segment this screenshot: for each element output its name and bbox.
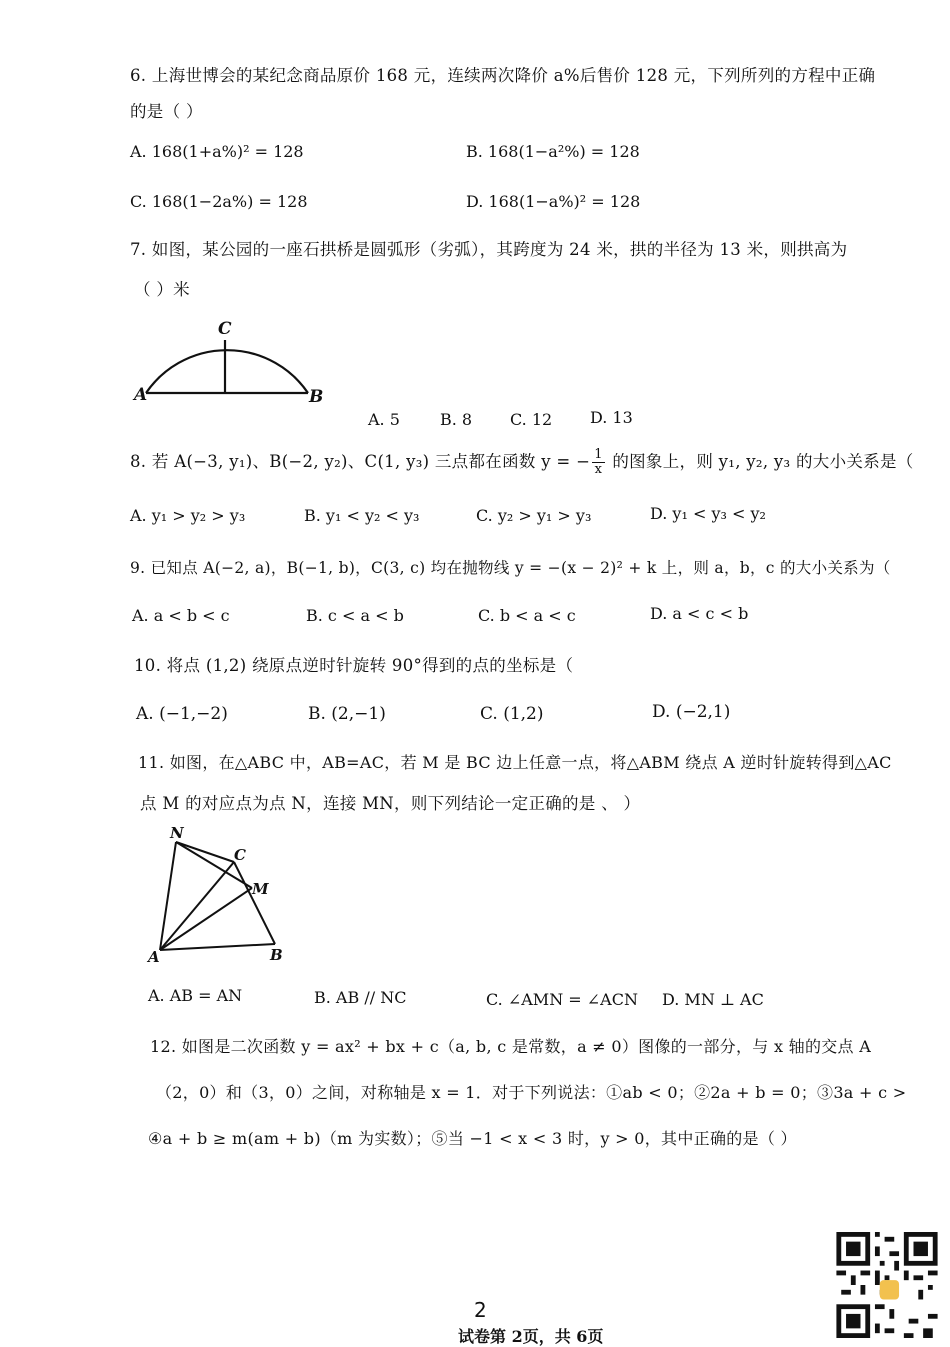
q12-line-1: 12. 如图是二次函数 y = ax² + bx + c（a, b, c 是常数，a ≠ 0）图像的一部分，与 x 轴的交点 A xyxy=(150,1037,872,1056)
q11-option-a: A. AB = AN xyxy=(148,986,243,1005)
q10-option-b: B. (2,−1) xyxy=(308,704,386,724)
qr-code-icon xyxy=(836,1232,938,1338)
page-footer: 试卷第 2页，共 6页 xyxy=(458,1327,604,1346)
q9-option-a: A. a < b < c xyxy=(132,606,230,625)
triangle-figure xyxy=(144,822,294,970)
q9-option-c: C. b < a < c xyxy=(478,606,576,625)
q6-line-2: 的是（ ） xyxy=(130,102,203,121)
page-number: 2 xyxy=(474,1298,487,1322)
q12-line-3: ④a + b ≥ m(am + b)（m 为实数）；⑤当 −1 < x < 3 时，y > 0，其中正确的是（ ） xyxy=(148,1129,797,1148)
label-a: A xyxy=(134,385,148,405)
q7-line-1: 7. 如图，某公园的一座石拱桥是圆弧形（劣弧），其跨度为 24 米，拱的半径为 13 米，则拱高为 xyxy=(130,240,848,259)
q7-line-2: （ ）米 xyxy=(134,280,190,299)
q7-option-a: A. 5 xyxy=(368,410,400,429)
fraction xyxy=(592,448,605,477)
q8-text-after: 的图象上，则 y₁, y₂, y₃ 的大小关系是（ xyxy=(606,452,914,471)
label-c: C xyxy=(218,319,232,339)
arch-arc xyxy=(146,350,308,393)
fraction-denominator: x xyxy=(594,462,603,477)
q7-option-c: C. 12 xyxy=(510,410,553,429)
q6-option-b: B. 168(1−a²%) = 128 xyxy=(466,142,640,161)
q9-option-b: B. c < a < b xyxy=(306,606,404,625)
q8-text-before: 8. 若 A(−3, y₁)、B(−2, y₂)、C(1, y₃) 三点都在函数 y = − xyxy=(130,452,591,471)
q7-option-b: B. 8 xyxy=(440,410,473,429)
label-b: B xyxy=(270,946,283,964)
q8-line-1 xyxy=(130,448,914,477)
q6-option-a: A. 168(1+a%)² = 128 xyxy=(130,142,304,161)
label-m: M xyxy=(252,880,269,898)
q6-option-c: C. 168(1−2a%) = 128 xyxy=(130,192,308,211)
q10-option-c: C. (1,2) xyxy=(480,704,544,724)
fraction-numerator: 1 xyxy=(594,447,603,462)
q11-option-d: D. MN ⊥ AC xyxy=(662,990,764,1009)
q7-option-d: D. 13 xyxy=(590,408,633,427)
q8-option-b: B. y₁ < y₂ < y₃ xyxy=(304,506,420,525)
arch-bridge-figure xyxy=(130,316,330,416)
q9-line-1: 9. 已知点 A(−2, a)，B(−1, b)，C(3, c) 均在抛物线 y = −(x − 2)² + k 上，则 a，b，c 的大小关系为（ xyxy=(130,559,891,577)
q6-line-1: 6. 上海世博会的某纪念商品原价 168 元，连续两次降价 a%后售价 128 元，下列所列的方程中正确 xyxy=(130,66,876,85)
q10-option-d: D. (−2,1) xyxy=(652,702,731,722)
q10-option-a: A. (−1,−2) xyxy=(136,704,228,724)
label-b: B xyxy=(309,387,324,407)
q9-option-d: D. a < c < b xyxy=(650,604,749,623)
segment-ab xyxy=(160,944,275,950)
q11-line-1: 11. 如图，在△ABC 中，AB=AC，若 M 是 BC 边上任意一点，将△ABM 绕点 A 逆时针旋转得到△AC xyxy=(138,753,892,772)
q11-option-b: B. AB // NC xyxy=(314,988,407,1007)
q11-line-2: 点 M 的对应点为点 N，连接 MN，则下列结论一定正确的是 、 ） xyxy=(140,794,641,813)
label-n: N xyxy=(170,824,184,842)
q11-option-c: C. ∠AMN = ∠ACN xyxy=(486,990,638,1009)
label-c: C xyxy=(234,846,246,864)
segment-am xyxy=(160,888,252,950)
q12-line-2: （2，0）和（3，0）之间，对称轴是 x = 1．对于下列说法：①ab < 0；②2a + b = 0；③3a + c > xyxy=(156,1083,907,1102)
q8-option-a: A. y₁ > y₂ > y₃ xyxy=(130,506,246,525)
label-a: A xyxy=(148,948,160,966)
segment-cb xyxy=(234,862,275,944)
q8-option-d: D. y₁ < y₃ < y₂ xyxy=(650,504,766,523)
q8-option-c: C. y₂ > y₁ > y₃ xyxy=(476,506,592,525)
q10-line-1: 10. 将点 (1,2) 绕原点逆时针旋转 90°得到的点的坐标是（ xyxy=(134,656,574,675)
q6-option-d: D. 168(1−a%)² = 128 xyxy=(466,192,641,211)
